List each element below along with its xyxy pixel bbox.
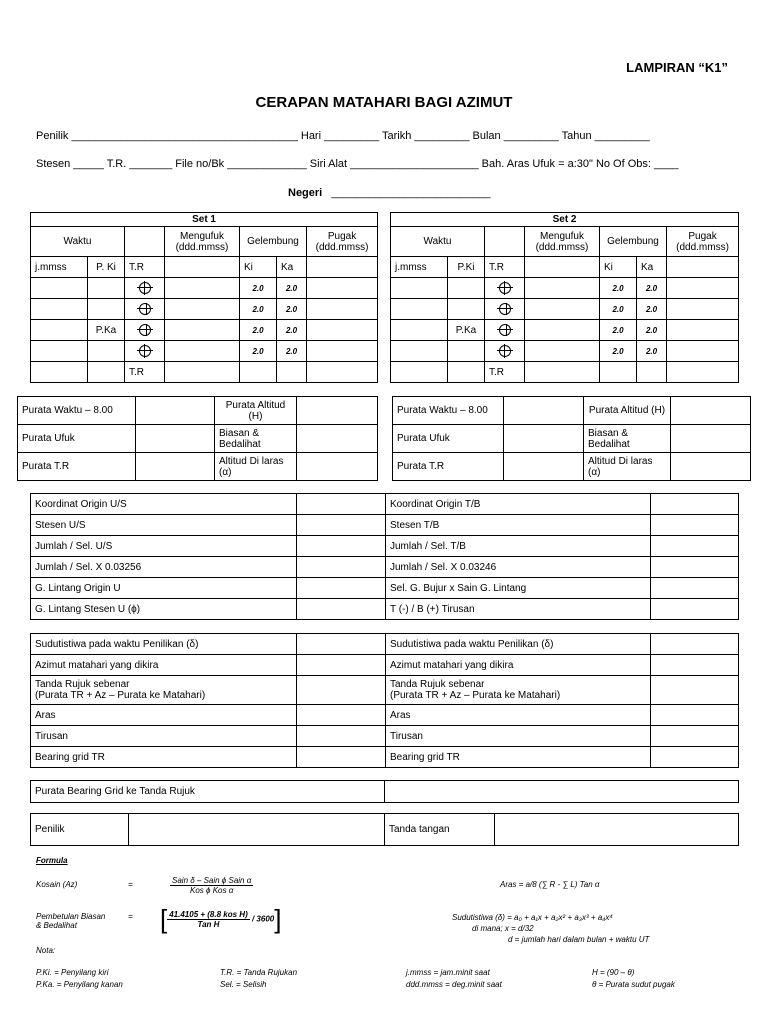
- face-right-sight-icon: [499, 324, 511, 336]
- gelembung-ka-value: 2.0: [277, 299, 307, 320]
- gelembung-ki-value: 2.0: [240, 341, 277, 362]
- tr-footer: T.R: [125, 362, 165, 383]
- koordinat-left-label: Jumlah / Sel. X 0.03256: [31, 557, 297, 578]
- gelembung-ka-value: 2.0: [637, 299, 667, 320]
- aras-label: Aras: [386, 705, 651, 726]
- nota-sel: Sel. = Selisih: [220, 980, 267, 989]
- koordinat-right-label: Sel. G. Bujur x Sain G. Lintang: [386, 578, 651, 599]
- waktu-header: Waktu: [391, 227, 485, 257]
- face-left-sight-icon: [139, 345, 151, 357]
- gelembung-ka-value: 2.0: [277, 341, 307, 362]
- altitud-laras-label: Altitud Di laras (α): [215, 453, 297, 481]
- gelembung-header: Gelembung: [240, 227, 307, 257]
- sudutistiwa-label: Sudutistiwa pada waktu Penilikan (δ): [386, 634, 651, 655]
- pembetulan-label: Pembetulan Biasan & Bedalihat: [36, 912, 106, 930]
- azimut-dikira-label: Azimut matahari yang dikira: [386, 655, 651, 676]
- purata-tr-label: Purata T.R: [18, 453, 136, 481]
- gelembung-ka-value: 2.0: [277, 320, 307, 341]
- pki-header: P. Ki: [88, 257, 125, 278]
- kosain-denominator: Kos ϕ Kos α: [190, 886, 234, 895]
- purata-waktu-label: Purata Waktu – 8.00: [18, 397, 136, 425]
- pembetulan-numerator: 41.4105 + (8.8 kos H): [169, 910, 248, 919]
- koordinat-right-label: Koordinat Origin T/B: [386, 494, 651, 515]
- tanda-tangan-label: Tanda tangan: [385, 814, 495, 846]
- form-line-negeri: [288, 187, 490, 199]
- azimut-table: [30, 633, 739, 768]
- kosain-numerator: Sain δ – Sain ϕ Sain α: [172, 876, 252, 885]
- koordinat-right-label: Jumlah / Sel. X 0.03246: [386, 557, 651, 578]
- sudutistiwa-where: di mana; x = d/32: [472, 924, 534, 933]
- pembetulan-equals: =: [128, 912, 133, 921]
- gelembung-ki-value: 2.0: [240, 299, 277, 320]
- altitud-laras-label: Altitud Di laras (α): [584, 453, 671, 481]
- biasan-label: Biasan & Bedalihat: [215, 425, 297, 453]
- purata-table-set1: [17, 396, 378, 481]
- face-right-sight-icon: [499, 303, 511, 315]
- bearing-grid-label: Bearing grid TR: [31, 747, 297, 768]
- gelembung-ki-value: 2.0: [600, 320, 637, 341]
- nota-tr: T.R. = Tanda Rujukan: [220, 968, 298, 977]
- gelembung-ki-value: 2.0: [600, 341, 637, 362]
- gelembung-ki-value: 2.0: [600, 299, 637, 320]
- koordinat-left-label: Jumlah / Sel. U/S: [31, 536, 297, 557]
- tr-header: T.R: [125, 257, 165, 278]
- kosain-label: Kosain (Az): [36, 880, 78, 889]
- observation-table-set1: [30, 212, 378, 383]
- purata-bearing-label: Purata Bearing Grid ke Tanda Rujuk: [31, 781, 385, 803]
- gelembung-ki-value: 2.0: [240, 278, 277, 299]
- gelembung-ka-value: 2.0: [637, 278, 667, 299]
- observation-table-set2: [390, 212, 739, 383]
- penilik-label: Penilik: [31, 814, 129, 846]
- gelembung-ki-value: 2.0: [240, 320, 277, 341]
- tirusan-label: Tirusan: [386, 726, 651, 747]
- mengufuk-header: Mengufuk (ddd.mmss): [165, 227, 240, 257]
- purata-waktu-label: Purata Waktu – 8.00: [393, 397, 504, 425]
- form-line-penilik: Penilik _____________________________________ Hari _________ Tarikh _________ Bulan _________ Tahun _________: [36, 130, 650, 142]
- tirusan-label: Tirusan: [31, 726, 297, 747]
- tanda-rujuk-label: Tanda Rujuk sebenar (Purata TR + Az – Purata ke Matahari): [31, 676, 297, 705]
- purata-tr-label: Purata T.R: [393, 453, 504, 481]
- koordinat-left-label: G. Lintang Origin U: [31, 578, 297, 599]
- negeri-label: Negeri: [288, 187, 323, 199]
- koordinat-left-label: Koordinat Origin U/S: [31, 494, 297, 515]
- signature-table: [30, 813, 739, 846]
- aras-label: Aras: [31, 705, 297, 726]
- purata-ufuk-label: Purata Ufuk: [18, 425, 136, 453]
- sudutistiwa-label: Sudutistiwa pada waktu Penilikan (δ): [31, 634, 297, 655]
- pugak-header: Pugak (ddd.mmss): [667, 227, 739, 257]
- aras-formula: Aras = a/8 (∑ R - ∑ L) Tan α: [500, 880, 600, 889]
- ka-header: Ka: [637, 257, 667, 278]
- pembetulan-divisor: / 3600: [251, 914, 275, 924]
- kosain-equals: =: [128, 880, 133, 889]
- pembetulan-denominator: Tan H: [197, 920, 220, 929]
- nota-theta: θ = Purata sudut pugak: [592, 980, 675, 989]
- nota-pki: P.Ki. = Penyilang kiri: [36, 968, 109, 977]
- pki-header: P.Ki: [448, 257, 485, 278]
- kosain-formula: [170, 876, 253, 895]
- face-right-sight-icon: [139, 324, 151, 336]
- ki-header: Ki: [240, 257, 277, 278]
- set2-heading: Set 2: [391, 213, 739, 227]
- face-left-sight-icon: [499, 282, 511, 294]
- formula-heading: Formula: [36, 856, 68, 865]
- koordinat-left-label: G. Lintang Stesen U (ϕ): [31, 599, 297, 620]
- ki-header: Ki: [600, 257, 637, 278]
- gelembung-ka-value: 2.0: [277, 278, 307, 299]
- purata-altitud-label: Purata Altitud (H): [215, 397, 297, 425]
- azimut-dikira-label: Azimut matahari yang dikira: [31, 655, 297, 676]
- negeri-blank: __________________________: [331, 187, 491, 199]
- form-line-stesen: Stesen _____ T.R. _______ File no/Bk _____________ Siri Alat _____________________ Bah. Aras Ufuk = a:30" No Of Obs: ____: [36, 158, 679, 170]
- gelembung-ka-value: 2.0: [637, 320, 667, 341]
- page-title: CERAPAN MATAHARI BAGI AZIMUT: [255, 94, 513, 111]
- sudutistiwa-formula: Sudutistiwa (δ) = a₀ + a₁x + a₂x² + a₃x³ + a₄x⁴: [452, 913, 613, 922]
- sudutistiwa-d: d = jumlah hari dalam bulan + waktu UT: [508, 935, 650, 944]
- tr-header: T.R: [485, 257, 525, 278]
- purata-bearing-table: [30, 780, 739, 803]
- pka-label: P.Ka: [448, 320, 485, 341]
- purata-altitud-label: Purata Altitud (H): [584, 397, 671, 425]
- jmmss-header: j.mmss: [391, 257, 448, 278]
- nota-ddd: ddd.mmss = deg.minit saat: [406, 980, 502, 989]
- gelembung-header: Gelembung: [600, 227, 667, 257]
- jmmss-header: j.mmss: [31, 257, 88, 278]
- face-right-sight-icon: [139, 303, 151, 315]
- purata-ufuk-label: Purata Ufuk: [393, 425, 504, 453]
- pembetulan-formula: [ $\frac{\text{41.4105 + (8.8 kos H)}}{\text{Tan H}}$ / 3600]: [160, 904, 282, 934]
- purata-table-set2: [392, 396, 751, 481]
- bearing-grid-label: Bearing grid TR: [386, 747, 651, 768]
- gelembung-ka-value: 2.0: [637, 341, 667, 362]
- face-left-sight-icon: [499, 345, 511, 357]
- biasan-label: Biasan & Bedalihat: [584, 425, 671, 453]
- nota-h: H = (90 – θ): [592, 968, 635, 977]
- face-left-sight-icon: [139, 282, 151, 294]
- pka-label: P.Ka: [88, 320, 125, 341]
- ka-header: Ka: [277, 257, 307, 278]
- waktu-header: Waktu: [31, 227, 125, 257]
- koordinat-right-label: Jumlah / Sel. T/B: [386, 536, 651, 557]
- mengufuk-header: Mengufuk (ddd.mmss): [525, 227, 600, 257]
- tr-footer: T.R: [485, 362, 525, 383]
- set1-heading: Set 1: [31, 213, 378, 227]
- gelembung-ki-value: 2.0: [600, 278, 637, 299]
- lampiran-label: LAMPIRAN “K1”: [626, 60, 728, 75]
- pugak-header: Pugak (ddd.mmss): [307, 227, 378, 257]
- koordinat-table: [30, 493, 739, 620]
- koordinat-left-label: Stesen U/S: [31, 515, 297, 536]
- tanda-rujuk-label: Tanda Rujuk sebenar (Purata TR + Az – Purata ke Matahari): [386, 676, 651, 705]
- koordinat-right-label: Stesen T/B: [386, 515, 651, 536]
- nota-jmmss: j.mmss = jam.minit saat: [406, 968, 490, 977]
- koordinat-right-label: T (-) / B (+) Tirusan: [386, 599, 651, 620]
- nota-label: Nota:: [36, 946, 56, 955]
- nota-pka: P.Ka. = Penyilang kanan: [36, 980, 123, 989]
